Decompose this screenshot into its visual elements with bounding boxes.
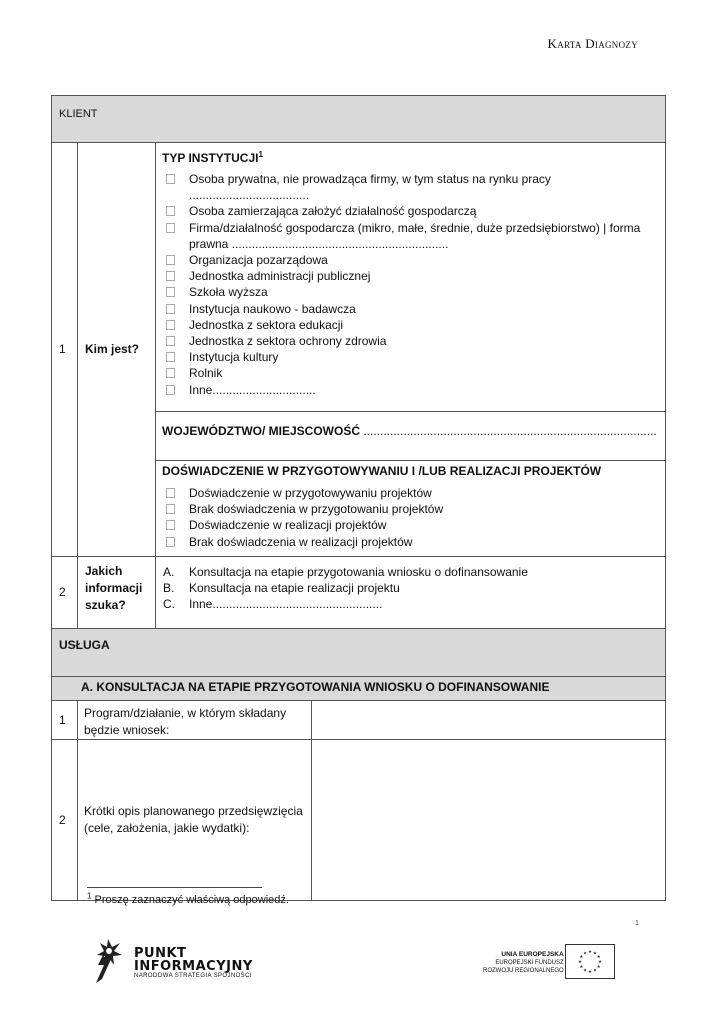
checkbox-icon[interactable] — [166, 520, 175, 530]
eu-star-icon: ★ — [579, 964, 584, 969]
service-row-number-1: 1 — [52, 700, 78, 739]
klient-section-header — [52, 96, 666, 143]
checkbox-icon[interactable] — [166, 488, 175, 498]
institution-type-option-label: Jednostka z sektora ochrony zdrowia — [189, 334, 387, 349]
eu-star-icon: ★ — [596, 954, 601, 959]
eu-star-icon: ★ — [587, 969, 593, 974]
eu-flag-icon — [565, 944, 615, 979]
information-option[interactable] — [162, 564, 659, 580]
institution-type-option[interactable] — [162, 365, 659, 381]
experience-option-label: Brak doświadczenia w realizacji projektów — [189, 534, 413, 549]
eu-star-icon: ★ — [582, 967, 588, 973]
footnote-text: Proszę zaznaczyć właściwą odpowiedź. — [94, 894, 289, 906]
service-row-number-2: 2 — [52, 739, 78, 900]
voivodeship-heading: WOJEWÓDZTWO/ MIEJSCOWOŚĆ — [162, 424, 360, 438]
eu-line-1: UNIA EUROPEJSKA — [501, 951, 564, 958]
institution-type-option-label: Osoba zamierzająca założyć działalność gospodarczą — [189, 204, 477, 219]
institution-type-option-label: Szkoła wyższa — [189, 285, 268, 300]
experience-heading: DOŚWIADCZENIE W PRZYGOTOWYWANIU I /LUB REALIZACJI PROJEKTÓW — [162, 464, 602, 478]
institution-type-option[interactable] — [162, 349, 659, 365]
checkbox-icon[interactable] — [166, 368, 175, 378]
institution-type-list — [162, 171, 659, 398]
institution-type-option-label: Inne............................... — [189, 382, 316, 397]
experience-list — [162, 485, 659, 550]
eu-star-icon: ★ — [582, 950, 588, 956]
option-letter: A. — [163, 564, 175, 579]
information-options-cell — [156, 556, 666, 628]
footnote-divider — [87, 887, 262, 888]
experience-option[interactable] — [162, 534, 659, 550]
document-title: Karta Diagnozy — [547, 36, 638, 51]
eu-funding-text — [483, 951, 564, 975]
eu-star-icon: ★ — [596, 964, 601, 969]
institution-type-option-label: Jednostka administracji publicznej — [189, 269, 371, 284]
checkbox-icon[interactable] — [166, 320, 175, 330]
logo-line-1: PUNKT — [134, 946, 187, 961]
service-row-label-2: Krótki opis planowanego przedsięwzięcia (cele, założenia, jakie wydatki): — [78, 739, 312, 900]
institution-type-option[interactable] — [162, 284, 659, 300]
usluga-section-header — [52, 628, 666, 676]
institution-type-option[interactable] — [162, 268, 659, 284]
question-kim-jest: Kim jest? — [78, 143, 156, 557]
row-number-2: 2 — [52, 556, 78, 628]
experience-option[interactable] — [162, 517, 659, 533]
institution-type-option[interactable] — [162, 317, 659, 333]
institution-type-option-label: Instytucja naukowo - badawcza — [189, 301, 356, 316]
row-number-1: 1 — [52, 143, 78, 557]
institution-type-option[interactable] — [162, 220, 659, 252]
eu-line-3: ROZWOJU REGIONALNEGO — [483, 968, 564, 974]
information-options-list — [162, 564, 659, 613]
checkbox-icon[interactable] — [166, 537, 175, 547]
eu-star-icon: ★ — [597, 959, 603, 964]
voivodeship-cell — [156, 412, 666, 461]
institution-type-option[interactable] — [162, 171, 659, 203]
institution-type-cell — [156, 143, 666, 412]
diagnosis-form-table — [51, 95, 666, 901]
institution-type-option-label: Jednostka z sektora edukacji — [189, 317, 344, 332]
option-letter: B. — [163, 581, 175, 596]
checkbox-icon[interactable] — [166, 336, 175, 346]
option-letter: C. — [163, 597, 175, 612]
punkt-informacyjny-logo — [92, 935, 253, 985]
experience-option-label: Doświadczenie w realizacji projektów — [189, 518, 387, 533]
service-row-label-1: Program/działanie, w którym składany będzie wniosek: — [78, 700, 312, 739]
institution-type-heading: TYP INSTYTUCJI$^1$ — [162, 150, 263, 165]
usluga-subheading: A. KONSULTACJA NA ETAPIE PRZYGOTOWANIA WNIOSKU O DOFINANSOWANIE — [52, 676, 666, 700]
institution-type-option-label: Rolnik — [189, 366, 223, 381]
institution-type-option[interactable] — [162, 203, 659, 219]
checkbox-icon[interactable] — [166, 385, 175, 395]
checkbox-icon[interactable] — [166, 504, 175, 514]
footnote-number: 1 — [87, 891, 92, 901]
institution-type-option[interactable] — [162, 252, 659, 268]
program-input-field[interactable] — [312, 700, 666, 739]
eu-line-2: EUROPEJSKI FUNDUSZ — [495, 960, 564, 966]
logo-line-3: NARODOWA STRATEGIA SPÓJNOŚCI — [134, 973, 252, 979]
information-option[interactable] — [162, 596, 659, 612]
institution-type-option-label: Organizacja pozarządowa — [189, 253, 328, 268]
experience-cell — [156, 461, 666, 557]
experience-option-label: Doświadczenie w przygotowywaniu projektów — [189, 486, 432, 500]
institution-type-option-label: Instytucja kultury — [189, 350, 279, 365]
eu-star-icon: ★ — [592, 950, 598, 956]
klient-label: KLIENT — [59, 108, 98, 120]
usluga-label: USŁUGA — [59, 637, 110, 652]
checkbox-icon[interactable] — [166, 271, 175, 281]
institution-type-option[interactable] — [162, 301, 659, 317]
question-jakich-informacji: Jakich informacji szuka? — [78, 556, 156, 628]
checkbox-icon[interactable] — [166, 304, 175, 314]
checkbox-icon[interactable] — [166, 174, 175, 184]
checkbox-icon[interactable] — [166, 255, 175, 265]
nss-emblem-icon — [92, 935, 126, 985]
voivodeship-field[interactable]: ........................................................................................ — [363, 424, 657, 438]
institution-type-option-label: Firma/działalność gospodarcza (mikro, małe, średnie, duże przedsiębiorstwo) | forma prawna ................................................................. — [189, 220, 641, 251]
project-description-field[interactable] — [312, 739, 666, 900]
footnote — [87, 891, 289, 906]
checkbox-icon[interactable] — [166, 352, 175, 362]
experience-option[interactable] — [162, 485, 659, 501]
checkbox-icon[interactable] — [166, 206, 175, 216]
information-option[interactable] — [162, 580, 659, 596]
institution-type-option[interactable] — [162, 333, 659, 349]
institution-type-option[interactable] — [162, 382, 659, 398]
institution-type-option-label: Osoba prywatna, nie prowadząca firmy, w tym status na rynku pracy .................................... — [189, 172, 551, 203]
checkbox-icon[interactable] — [166, 287, 175, 297]
checkbox-icon[interactable] — [166, 223, 175, 233]
eu-star-icon: ★ — [587, 949, 593, 954]
eu-star-icon: ★ — [577, 959, 583, 964]
logo-line-2: INFORMACYJNY — [134, 959, 253, 974]
eu-star-icon: ★ — [592, 967, 598, 973]
experience-option[interactable] — [162, 501, 659, 517]
page-number: 1 — [635, 920, 639, 927]
option-text: Konsultacja na etapie realizacji projektu — [189, 581, 400, 596]
eu-star-icon: ★ — [579, 954, 584, 959]
experience-option-label: Brak doświadczenia w przygotowaniu projektów — [189, 502, 444, 517]
option-text: Inne................................................... — [189, 597, 383, 612]
option-text: Konsultacja na etapie przygotowania wniosku o dofinansowanie — [189, 564, 528, 579]
